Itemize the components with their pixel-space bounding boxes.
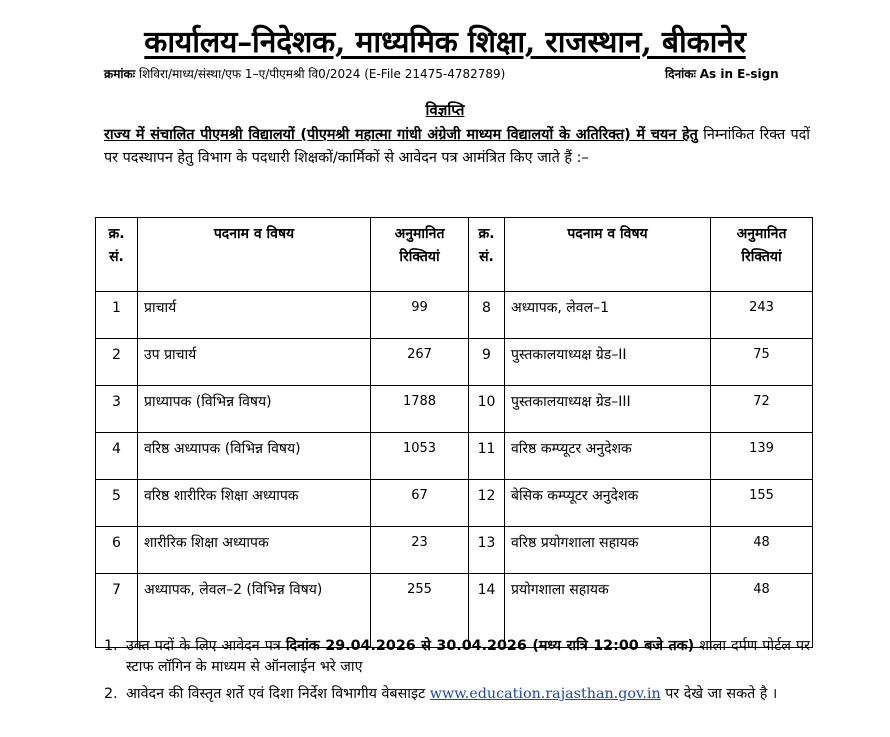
instruction-item bbox=[104, 684, 810, 705]
sno-cell: 3 bbox=[96, 386, 138, 433]
post-cell: प्राचार्य bbox=[138, 292, 371, 339]
vacancy-cell: 48 bbox=[711, 527, 813, 574]
post-cell: वरिष्ठ शारीरिक शिक्षा अध्यापक bbox=[138, 480, 371, 527]
vacancy-cell: 243 bbox=[711, 292, 813, 339]
notice-heading: विज्ञप्ति bbox=[425, 101, 465, 119]
table-row bbox=[96, 527, 813, 574]
post-cell: शारीरिक शिक्षा अध्यापक bbox=[138, 527, 371, 574]
post-cell: बेसिक कम्प्यूटर अनुदेशक bbox=[505, 480, 711, 527]
table-row bbox=[96, 433, 813, 480]
instruction-pre: आवेदन की विस्तृत शर्ते एवं दिशा निर्देश विभागीय वेबसाइट bbox=[126, 686, 426, 702]
vacancy-cell: 75 bbox=[711, 339, 813, 386]
post-cell: अध्यापक, लेवल–1 bbox=[505, 292, 711, 339]
sno-cell: 4 bbox=[96, 433, 138, 480]
post-cell: वरिष्ठ प्रयोगशाला सहायक bbox=[505, 527, 711, 574]
instruction-number: 2. bbox=[104, 686, 118, 702]
instruction-post: शाला दर्पण पोर्टल पर स्टाफ लॉगिन के माध्यम से ऑनलाईन भरे जाए bbox=[126, 638, 811, 675]
table-row bbox=[96, 480, 813, 527]
sno-cell: 1 bbox=[96, 292, 138, 339]
intro-bold: राज्य में संचालित पीएमश्री विद्यालयों (पीएमश्री महात्मा गांधी अंग्रेजी माध्यम विद्यालयों के अतिरिक्त) में चयन हेतु bbox=[104, 127, 698, 143]
website-link[interactable]: www.education.rajasthan.gov.in bbox=[429, 686, 661, 702]
instruction-text bbox=[126, 684, 810, 705]
post-cell: प्रयोगशाला सहायक bbox=[505, 574, 711, 648]
post-cell: उप प्राचार्य bbox=[138, 339, 371, 386]
office-title bbox=[0, 20, 890, 61]
instruction-number: 1. bbox=[104, 638, 118, 654]
reference-number bbox=[104, 65, 505, 82]
vacancy-cell: 155 bbox=[711, 480, 813, 527]
vacancy-cell: 48 bbox=[711, 574, 813, 648]
post-cell: वरिष्ठ अध्यापक (विभिन्न विषय) bbox=[138, 433, 371, 480]
post-cell: वरिष्ठ कम्प्यूटर अनुदेशक bbox=[505, 433, 711, 480]
sno-cell: 14 bbox=[469, 574, 505, 648]
office-title-text: कार्यालय–निदेशक, माध्यमिक शिक्षा, राजस्थान, बीकानेर bbox=[144, 25, 746, 60]
intro-rest: निम्नांकित रिक्त पदों पर पदस्थापन हेतु विभाग के पदधारी शिक्षकों/कार्मिकों से आवेदन पत्र आमंत्रित किए जाते हैं :– bbox=[104, 127, 810, 166]
col-header-vacancies: अनुमानित रिक्तियां bbox=[711, 218, 813, 292]
col-header-post: पदनाम व विषय bbox=[138, 218, 371, 292]
instruction-text bbox=[126, 636, 810, 678]
ref-value: शिविरा/माध्य/संस्था/एफ 1–ए/पीएमश्री वि0/2024 (E-File 21475-4782789) bbox=[138, 67, 506, 81]
instruction-item bbox=[104, 636, 810, 678]
vacancy-cell: 67 bbox=[371, 480, 469, 527]
notice-intro bbox=[104, 124, 810, 170]
col-header-sno: क्र. सं. bbox=[469, 218, 505, 292]
sno-cell: 2 bbox=[96, 339, 138, 386]
sno-cell: 8 bbox=[469, 292, 505, 339]
col-header-vacancies: अनुमानित रिक्तियां bbox=[371, 218, 469, 292]
sno-cell: 6 bbox=[96, 527, 138, 574]
vacancy-cell: 72 bbox=[711, 386, 813, 433]
sno-cell: 9 bbox=[469, 339, 505, 386]
instruction-post: पर देखे जा सकते है । bbox=[665, 686, 778, 702]
instructions-list bbox=[104, 636, 810, 711]
post-cell: पुस्तकालयाध्यक्ष ग्रेड–II bbox=[505, 339, 711, 386]
post-cell: पुस्तकालयाध्यक्ष ग्रेड–III bbox=[505, 386, 711, 433]
date-label: दिनांकः bbox=[665, 67, 696, 81]
application-dates: दिनांक 29.04.2026 से 30.04.2026 (मध्य रात्रि 12:00 बजे तक) bbox=[285, 638, 695, 654]
col-header-sno: क्र. सं. bbox=[96, 218, 138, 292]
vacancy-cell: 255 bbox=[371, 574, 469, 648]
vacancy-table bbox=[95, 217, 813, 648]
sno-cell: 12 bbox=[469, 480, 505, 527]
vacancy-cell: 1788 bbox=[371, 386, 469, 433]
sno-cell: 7 bbox=[96, 574, 138, 648]
vacancy-cell: 99 bbox=[371, 292, 469, 339]
date-line bbox=[665, 65, 779, 82]
sno-cell: 5 bbox=[96, 480, 138, 527]
date-value: As in E-sign bbox=[699, 67, 779, 81]
post-cell: प्राध्यापक (विभिन्न विषय) bbox=[138, 386, 371, 433]
sno-cell: 11 bbox=[469, 433, 505, 480]
vacancy-cell: 139 bbox=[711, 433, 813, 480]
col-header-post: पदनाम व विषय bbox=[505, 218, 711, 292]
table-row bbox=[96, 386, 813, 433]
sno-cell: 10 bbox=[469, 386, 505, 433]
vacancy-cell: 1053 bbox=[371, 433, 469, 480]
ref-label: क्रमांकः bbox=[104, 67, 136, 81]
table-header-row bbox=[96, 218, 813, 292]
post-cell: अध्यापक, लेवल–2 (विभिन्न विषय) bbox=[138, 574, 371, 648]
instruction-pre: उक्त पदों के लिए आवेदन पत्र bbox=[126, 638, 281, 654]
vacancy-cell: 23 bbox=[371, 527, 469, 574]
vacancy-cell: 267 bbox=[371, 339, 469, 386]
table-row bbox=[96, 292, 813, 339]
table-row bbox=[96, 339, 813, 386]
sno-cell: 13 bbox=[469, 527, 505, 574]
